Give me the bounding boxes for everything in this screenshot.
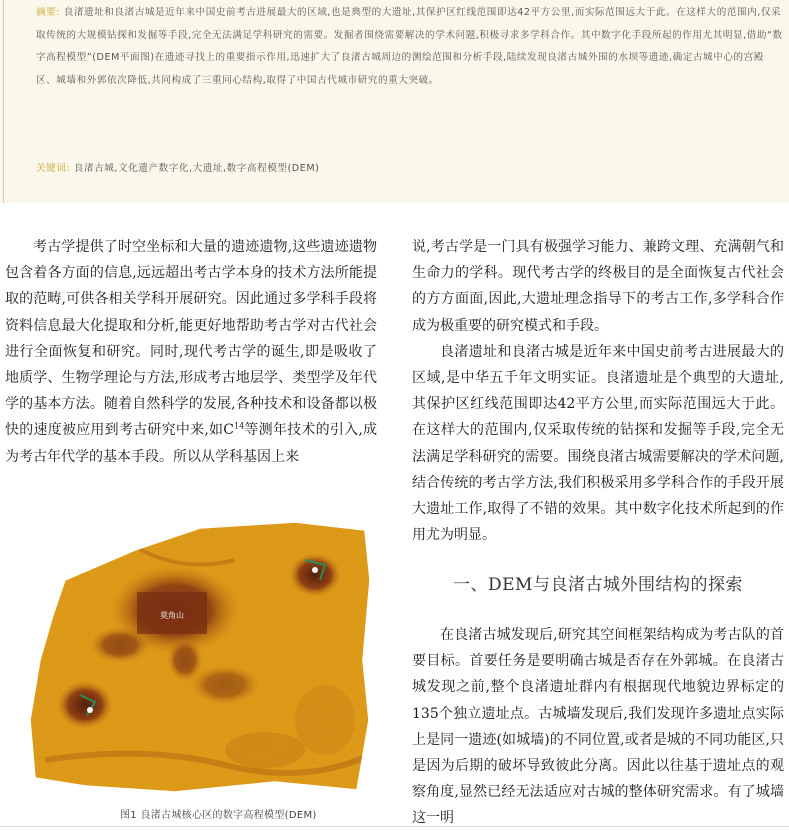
figure-caption: 图1 良渚古城核心区的数字高程模型(DEM) (120, 810, 317, 821)
left-p1-after-sup: 等测年技术的引入,成为考古年代学的基本手段。所以从学科基因上来 (5, 422, 378, 465)
dem-terrain (25, 520, 375, 800)
abstract (36, 2, 784, 92)
right-column-continued (412, 622, 784, 831)
left-paragraph-1 (5, 234, 377, 470)
abstract-text: 良渚遗址和良渚古城是近年来中国史前考古进展最大的区域,也是典型的大遗址,其保护区红线范围即达42平方公里,而实际范围远大于此。在这样大的范围内,仅采取传统的大规模钻探和发掘等手段,完全无法满足学科研究的需要。发掘者围绕需要解决的学术问题,积极寻求多学科合作。其中数字化手段所起的作用尤其明显,借助“数字高程模型”(DEM平面图)在遗迹寻找上的重要指示作用,迅速扩大了良渚古城周边的测绘范围和分析手段,陆续发现良渚古城外围的水坝等遗迹,确定古城中心的宫殿区、城墙和外郭依次降低,共同构成了三重同心结构,取得了中国古代城市研究的重大突破。 (36, 7, 783, 86)
right-column (412, 234, 784, 548)
left-column (5, 234, 377, 470)
right-paragraph-1: 说,考古学是一门具有极强学习能力、兼跨文理、充满朝气和生命力的学科。现代考古学的终极目的是全面恢复古代社会的方方面面,因此,大遗址理念指导下的考古工作,多学科合作成为极重要的研究模式和手段。 (412, 239, 784, 334)
abstract-label: 摘要: (36, 7, 61, 18)
carbon-superscript: 14 (233, 421, 245, 431)
section-heading: 一、DEM与良渚古城外围结构的探索 (453, 575, 743, 595)
dem-figure (25, 520, 375, 800)
page-bottom-divider (0, 826, 789, 827)
marker-ne (312, 567, 318, 573)
left-p1-before-sup: 考古学提供了时空坐标和大量的遗迹遗物,这些遗迹遗物包含着各方面的信息,远远超出考古学本身的技术方法所能提取的范畴,可供各相关学科开展研究。因此通过多学科手段将资料信息最大化提取和分析,能更好地帮助考古学对古代社会进行全面恢复和研究。同时,现代考古学的诞生,即是吸收了地质学、生物学理论与方法,形成考古地层学、类型学及年代学的基本方法。随着自然科学的发展,各种技术和设备都以极快的速度被应用到考古研究中来,如C (5, 239, 377, 439)
keywords-label: 关键词: (36, 163, 71, 174)
keywords (36, 159, 784, 179)
abstract-divider (3, 0, 4, 203)
keywords-text: 良渚古城,文化遗产数字化,大遗址,数字高程模型(DEM) (73, 163, 320, 174)
dem-map-image (25, 520, 375, 800)
marker-sw (87, 707, 93, 713)
mojiaoshan-label: 莫角山 (160, 611, 184, 620)
right-paragraph-2: 良渚遗址和良渚古城是近年来中国史前考古进展最大的区域,是中华五千年文明实证。良渚遗址是个典型的大遗址,其保护区红线范围即达42平方公里,而实际范围远大于此。在这样大的范围内,仅采取传统的钻探和发掘等手段,完全无法满足学科研究的需要。围绕良渚古城需要解决的学术问题,结合传统的考古学方法,我们积极采用多学科合作的手段开展大遗址工作,取得了不错的效果。其中数字化技术所起到的作用尤为明显。 (412, 343, 784, 544)
right-paragraph-3: 在良渚古城发现后,研究其空间框架结构成为考古队的首要目标。首要任务是要明确古城是否存在外郭城。在良渚古城发现之前,整个良渚遗址群内有根据现代地貌边界标定的135个独立遗址点。古城墙发现后,我们发现许多遗址点实际上是同一遗迹(如城墙)的不同位置,或者是城的不同功能区,只是因为后期的破坏导致彼此分离。因此以往基于遗址点的观察角度,显然已经无法适应对古城的整体研究需求。有了城墙这一明 (412, 627, 784, 827)
